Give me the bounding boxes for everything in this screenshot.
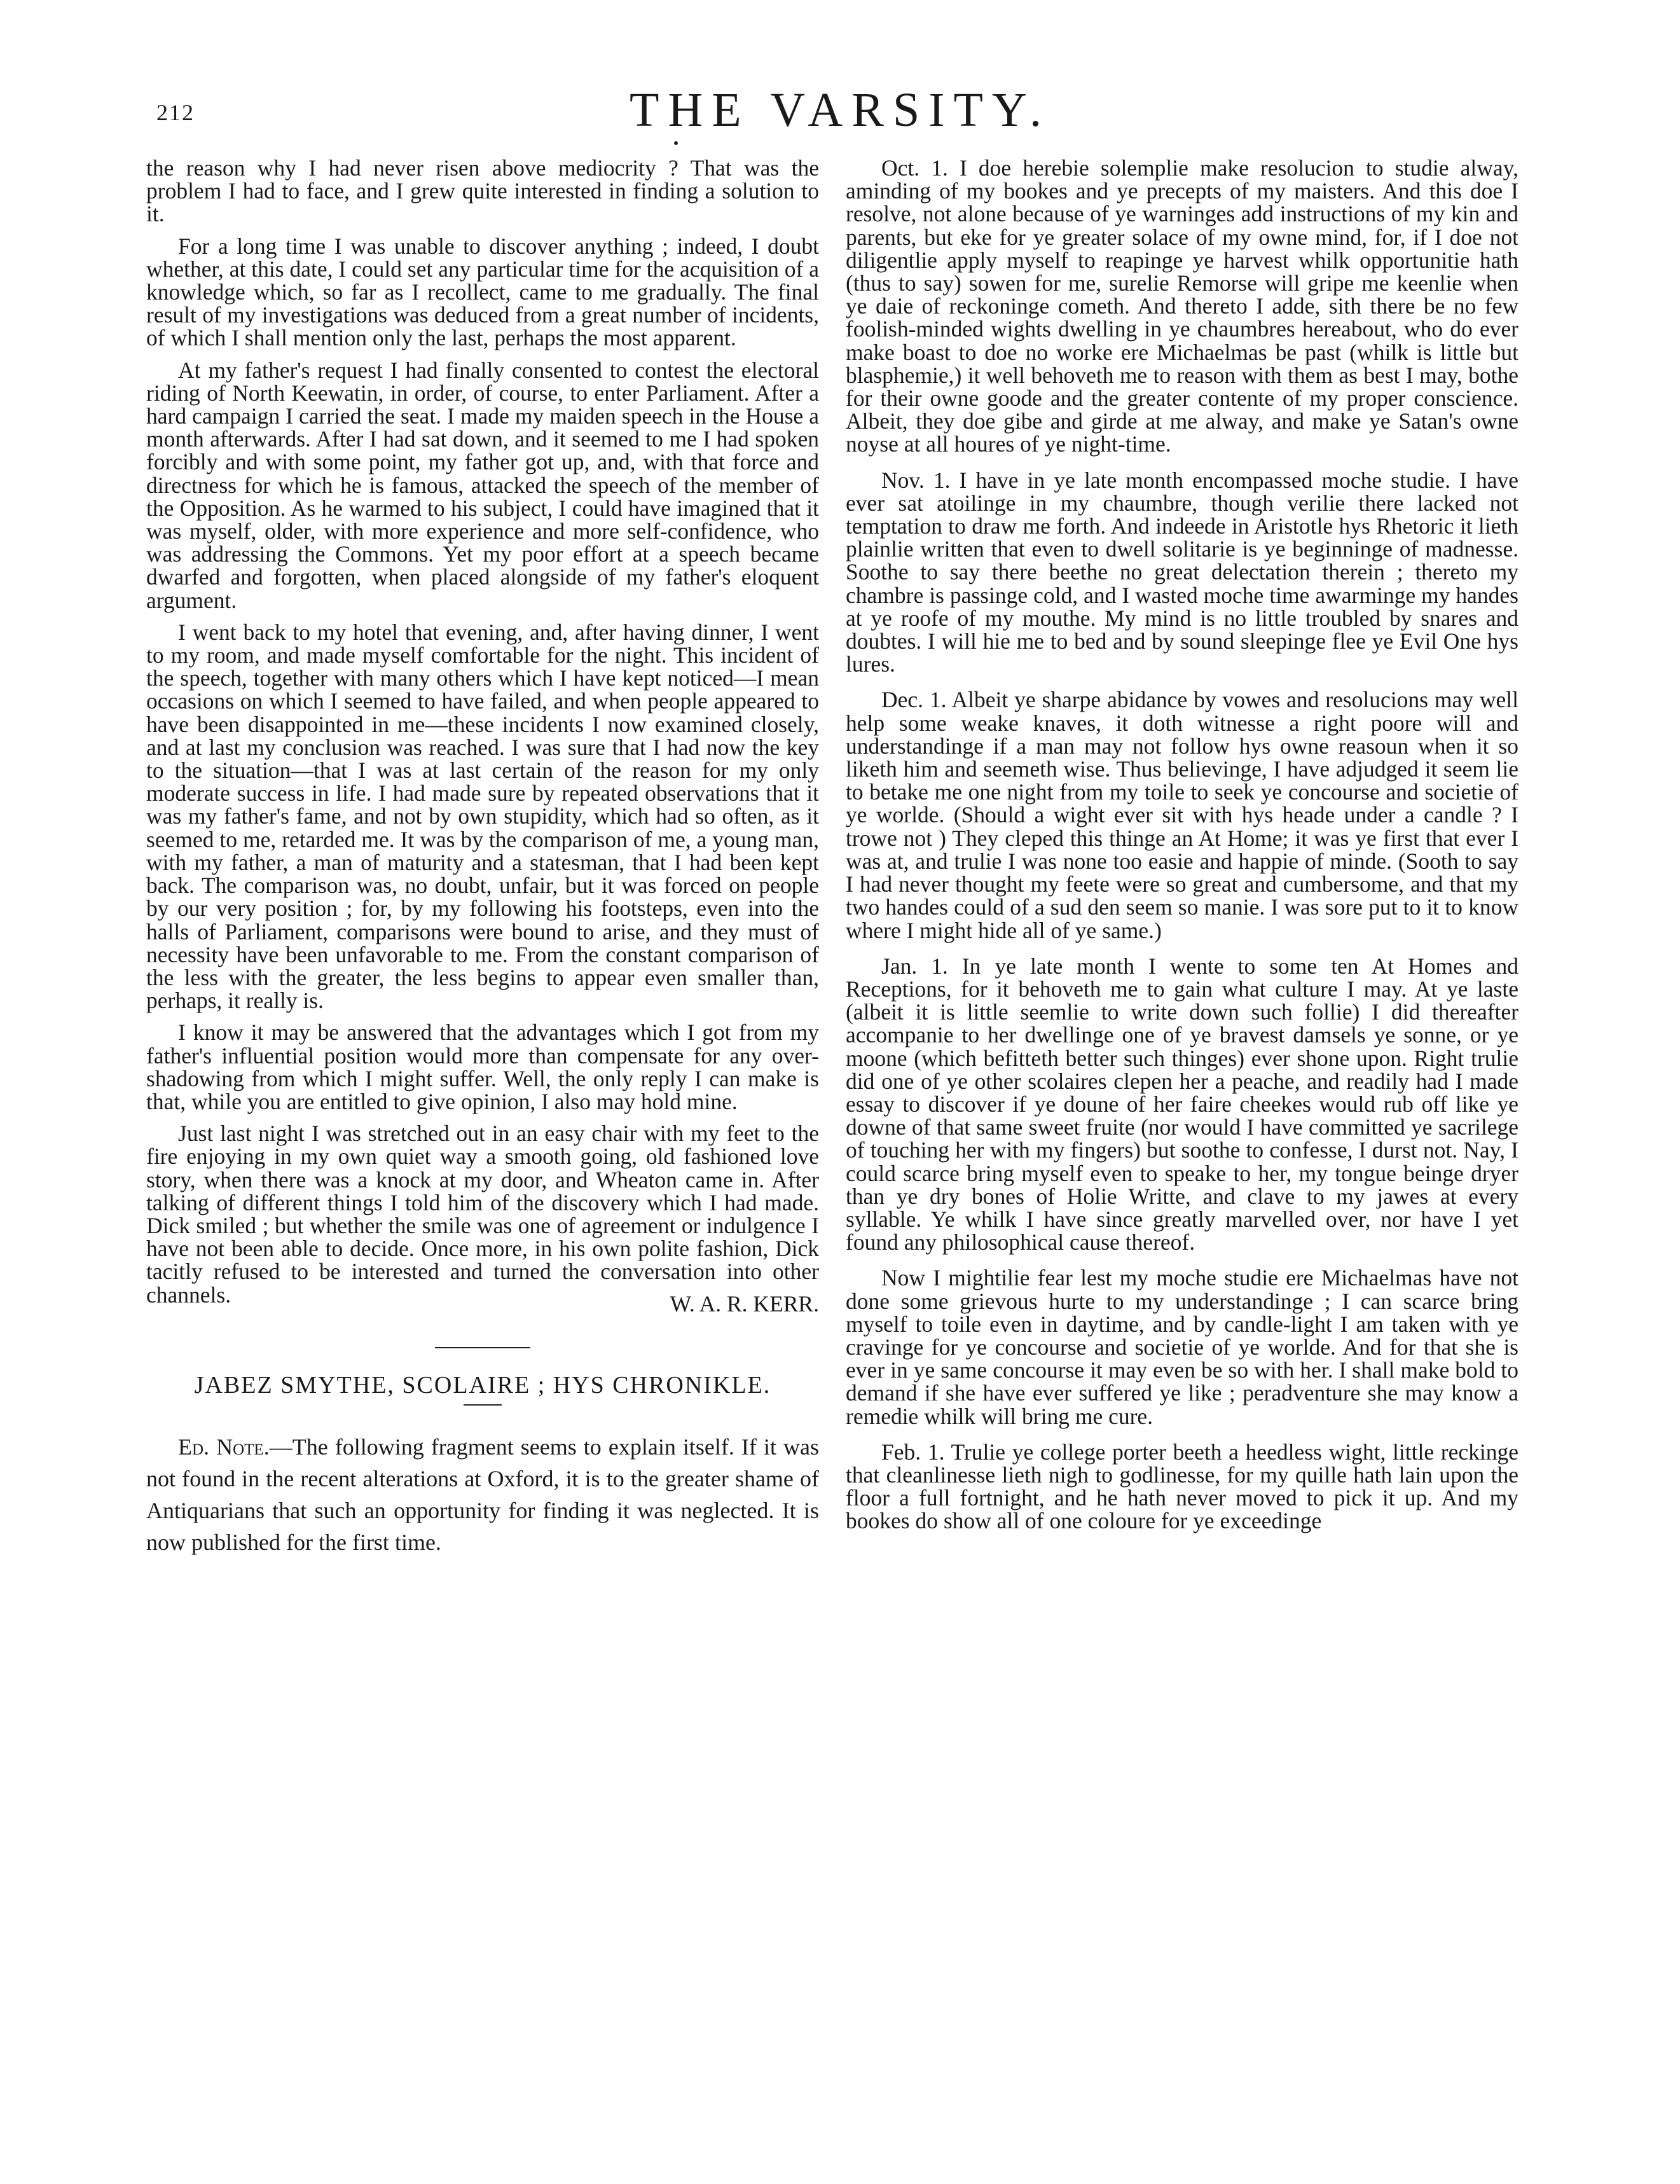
author-signature: W. A. R. KERR. bbox=[670, 1290, 819, 1317]
article-paragraph: At my father's request I had finally consented to contest the electoral riding of North Keewatin, in order, of course, to enter Parliament. After a hard campaign I carried the seat. I made my maiden speech in the House a month afterwards. After I had sat down, and it seemed to me I had spoken forcibly and with some point, my father got up, and, with that force and directness for which he is famous, attacked the speech of the member of the Opposition. As he warmed to his subject, I could have imagined that it was myself, older, with more experience and more self-confidence, who was addressing the Commons. Yet my poor effort at a speech became dwarfed and forgotten, when placed alongside of my father's eloquent argument. bbox=[146, 357, 819, 613]
chronicle-entry: Nov. 1. I have in ye late month encompassed moche studie. I have ever sat atoilinge in my chaumbre, though verilie there lacked not temptation to draw me forth. And indeede in Aristotle hys Rhetoric it lieth plainlie written that even to dwell solitarie is ye beginninge of madnesse. Soothe to say there beethe no great delectation therein ; thereto my chambre is passinge cold, and I wasted moche time awarminge my handes at ye roofe of my mouthe. My mind is no little troubled by snares and doubtes. I will hie me to bed and by sound sleepinge flee ye Evil One hys lures. bbox=[846, 467, 1518, 677]
page-number: 212 bbox=[156, 100, 195, 125]
editor-note-label: Ed. Note. bbox=[178, 1434, 270, 1460]
title-divider bbox=[464, 1404, 502, 1406]
left-column bbox=[146, 156, 819, 1567]
article-paragraph: I know it may be answered that the advantages which I got from my father's influential position would more than compensate for any over-shadowing from which I might suffer. Well, the only reply I can make is that, while you are entitled to give opinion, I also may hold mine. bbox=[146, 1019, 819, 1114]
article-paragraph: Just last night I was stretched out in an easy chair with my feet to the fire enjoying in my own quiet way a smooth going, old fashioned love story, when there was a knock at my door, and Wheaton came in. After talking of different things I told him of the discovery which I had made. Dick smiled ; but whether the smile was one of agreement or indulgence I have not been able to decide. Once more, in his own polite fashion, Dick tacitly refused to be interested and turned the conversation into other channels. bbox=[146, 1121, 819, 1308]
article-paragraph: For a long time I was unable to discover anything ; indeed, I doubt whether, at this date, I could set any particular time for the acquisition of a knowledge which, so far as I recollect, came to me gradually. The final result of my investigations was deduced from a great number of incidents, of which I shall mention only the last, perhaps the most apparent. bbox=[146, 233, 819, 351]
right-column bbox=[846, 156, 1518, 1545]
chronicle-entry: Oct. 1. I doe herebie solemplie make resolucion to studie alway, aminding of my bookes and ye precepts of my maisters. And this doe I resolve, not alone because of ye warninges add instructions of my kin and parents, but eke for ye greater solace of my owne mind, for, if I doe not diligentlie apply myself to reapinge ye harvest whilk opportunitie hath (thus to say) sowen for me, surelie Remorse will gripe me keenlie when ye daie of reckoninge cometh. And thereto I adde, sith there be no few foolish-minded wights dwelling in ye chaumbres hereabout, who do ever make boast to doe no worke ere Michaelmas be past (whilk is little but blasphemie,) it well behoveth me to reason with them as best I may, bothe for their owne goode and the greater contente of my proper conscience. Albeit, they doe gibe and girde at me alway, and make ye Satan's owne noyse at all houres of ye night-time. bbox=[846, 155, 1518, 457]
editor-note-text: —The following fragment seems to explain itself. If it was not found in the recent alterations at Oxford, it is to the greater shame of Antiquarians that such an opportunity for finding it was neglected. It is now published for the first time. bbox=[146, 1434, 819, 1556]
masthead-title: THE VARSITY. bbox=[629, 83, 1051, 137]
chronicle-entry: Dec. 1. Albeit ye sharpe abidance by vowes and resolucions may well help some weake knaves, it doth witnesse a right poore will and understandinge if a man may not follow hys owne reasoun when it so liketh him and seemeth wise. Thus believinge, I have adjudged it seem lie to betake me one night from my toile to seek ye concourse and societie of ye worlde. (Should a wight ever sit with hys heade under a candle ? I trowe not ) They cleped this thinge an At Home; it was ye first that ever I was at, and trulie I was none too easie and happie of minde. (Sooth to say I had never thought my feete were so great and cumbersome, and that my two handes could of a sud den seem so manie. I was sore put to it to know where I might hide all of ye same.) bbox=[846, 687, 1518, 943]
masthead-ornament bbox=[674, 141, 678, 145]
editor-note bbox=[146, 1431, 819, 1558]
article-paragraph: the reason why I had never risen above mediocrity ? That was the problem I had to face, and I grew quite interested in finding a solution to it. bbox=[146, 155, 819, 227]
article-paragraph: I went back to my hotel that evening, and, after having dinner, I went to my room, and made myself comfortable for the night. This incident of the speech, together with many others which I have kept noticed—I mean occasions on which I seemed to have failed, and when people appeared to have been disappointed in me—these incidents I now examined closely, and at last my conclusion was reached. I was sure that I had now the key to the situation—that I was at last certain of the reason for my only moderate success in life. I had made sure by repeated observations that it was my father's fame, and not by own stupidity, which had so often, as it seemed to me, retarded me. It was by the comparison of me, a young man, with my father, a man of maturity and a statesman, that I had been kept back. The comparison was, no doubt, unfair, but it was forced on people by our very position ; for, by my following his footsteps, even into the halls of Parliament, comparisons were bound to arise, and they must of necessity have been unfavorable to me. From the constant comparison of the less with the greater, the less begins to appear even smaller than, perhaps, it really is. bbox=[146, 619, 819, 1014]
chronicle-entry: Now I mightilie fear lest my moche studie ere Michaelmas have not done some grievous hurte to my understandinge ; I can scarce bring myself to toile even in daytime, and by candle-light I am taken with ye cravinge for ye concourse and societie of ye worlde. And for that she is ever in ye same concourse it may even be so with her. I shall make bold to demand if she have ever suffered ye like ; peradventure she may know a remedie whilk will bring me cure. bbox=[846, 1265, 1518, 1429]
section-title: JABEZ SMYTHE, SCOLAIRE ; HYS CHRONIKLE. bbox=[194, 1371, 771, 1399]
chronicle-entry: Feb. 1. Trulie ye college porter beeth a heedless wight, little reckinge that cleanlinesse lieth nigh to godlinesse, for my quille hath lain upon the floor a full fortnight, and he hath never moved to pick it up. And my bookes do show all of one coloure for ye exceedinge bbox=[846, 1439, 1518, 1534]
section-divider bbox=[435, 1347, 530, 1348]
chronicle-entry: Jan. 1. In ye late month I wente to some ten At Homes and Receptions, for it behoveth me to gain what culture I may. At ye laste (albeit it is little seemlie to write down such follie) I did thereafter accompanie to her dwellinge one of ye bravest damsels ye sonne, or ye moone (which befitteth better such thinges) ever shone upon. Right trulie did one of ye other scolaires clepen her a peache, and readily had I made essay to discover if ye doune of her faire cheekes would rub off like ye downe of that same sweet fruite (nor would I have committed ye sacrilege of touching her with my fingers) but soothe to confesse, I durst not. Nay, I could scarce bring myself even to speake to her, my tongue beinge dryer than ye dry bones of Holie Writte, and clave to my jawes at every syllable. Ye whilk I have since greatly marvelled over, nor have I yet found any philosophical cause thereof. bbox=[846, 953, 1518, 1255]
